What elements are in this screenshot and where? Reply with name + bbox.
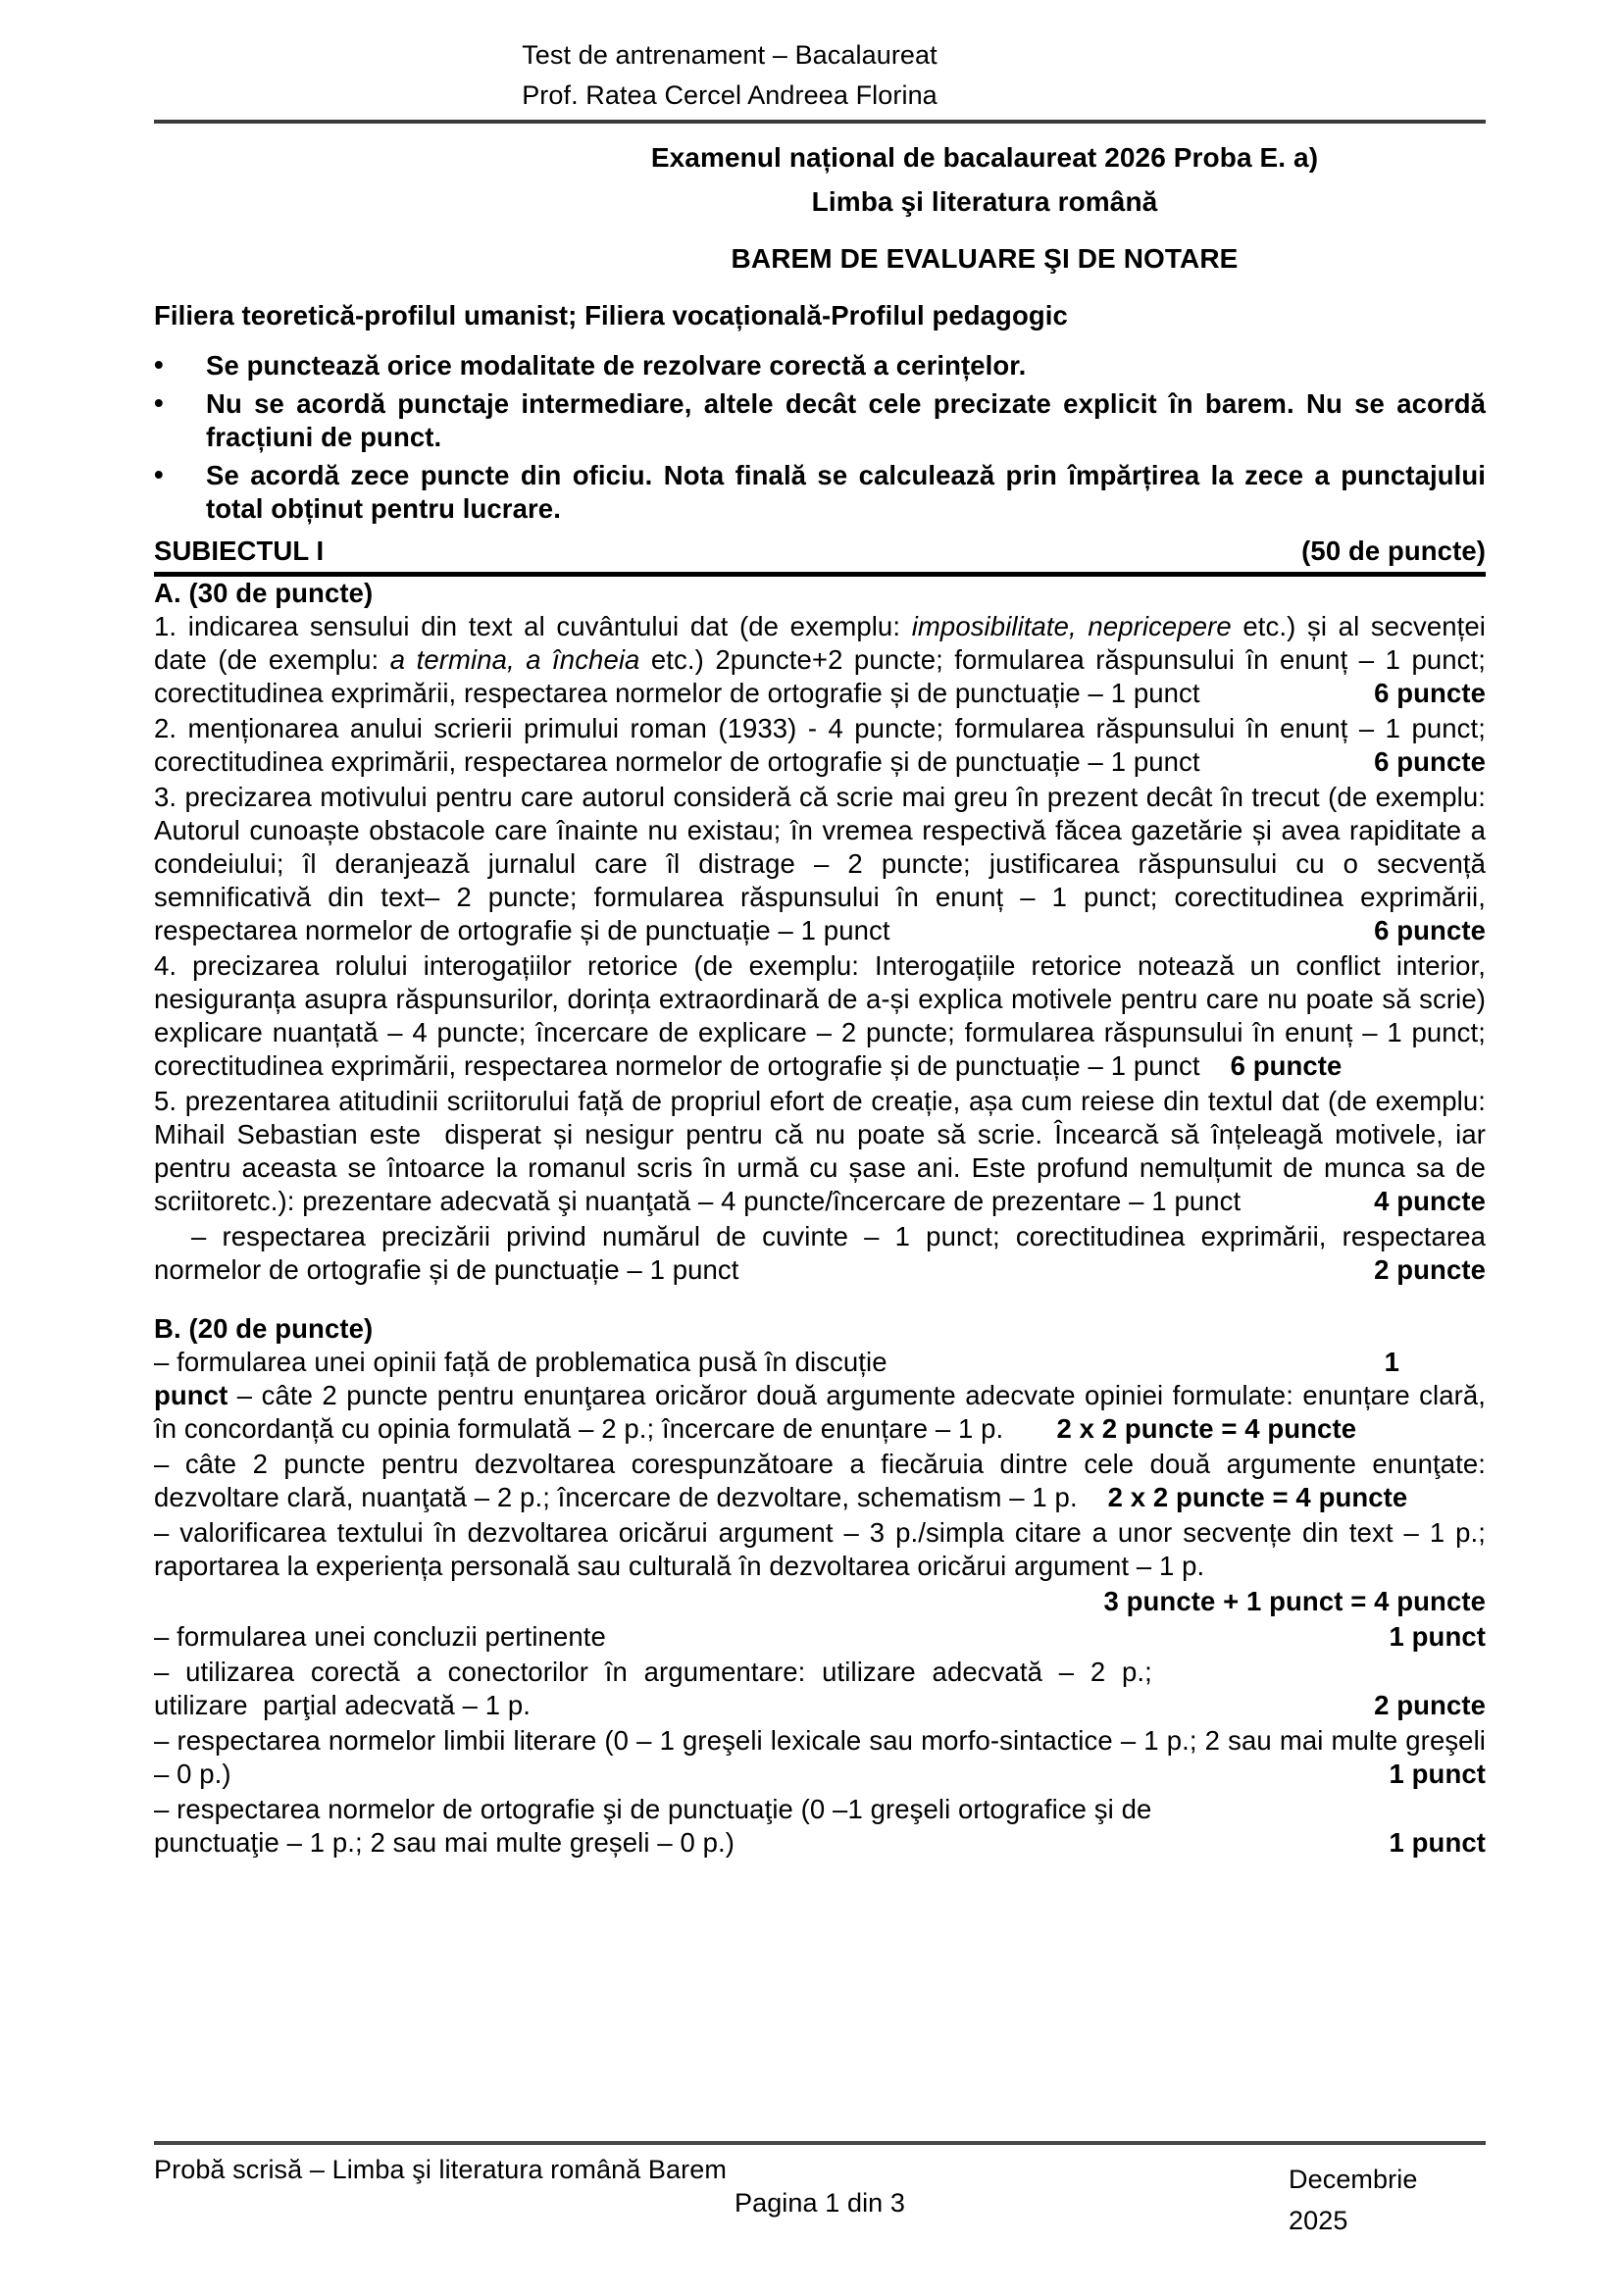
filiera-line: Filiera teoretică-profilul umanist; Filiera vocațională-Profilul pedagogic [154,300,1068,331]
text-segment: 1. indicarea sensului din text al cuvântului dat (de exemplu: [154,611,912,641]
criterion-paragraph [154,1516,1486,1583]
points-value: 2 puncte [1374,1254,1486,1285]
points-value: 6 puncte [1374,746,1486,777]
text-segment: – valorificarea textului în dezvoltarea oricărui argument – 3 p./simpla citare a unor secvențe din text – 1 p.; raportarea la experiența personală sau culturală în dezvoltarea oricărui argument – 1 p. [154,1517,1486,1581]
criterion-paragraph [154,1085,1486,1218]
points-value: 1 punct [1389,1621,1486,1652]
text-segment: 4. precizarea rolului interogațiilor retorice (de exemplu: Interogațiile retorice notează un conflict interior, nesiguranța asupra răspunsurilor, dorința extraordinară de a-și explica motivele pentru care nu poate să scrie) explicare nuanțată – 4 puncte; încercare de explicare – 2 puncte; formularea răspunsului în enunț – 1 punct; corectitudinea exprimării, respectarea normelor de ortografie și de punctuație – 1 punct [154,950,1486,1081]
intro-bullet-list [154,349,1486,526]
barem-title: BAREM DE EVALUARE ŞI DE NOTARE [731,243,1239,274]
criterion-paragraph [154,1656,1486,1722]
text-segment: – formularea unei concluzii pertinente [154,1621,606,1652]
criterion-text: – formularea unei opinii față de problematica pusă în discuție [154,1347,887,1377]
subiect-points: (50 de puncte) [1301,536,1486,566]
bullet-text: Nu se acordă punctaje intermediare, altele decât cele precizate explicit în barem. Nu se acordă fracțiuni de punct. [206,388,1486,452]
example-italic: a termina, a încheia [389,644,640,675]
bullet-text: Se acordă zece puncte din oficiu. Nota finală se calculează prin împărțirea la zece a punctajului total obținut pentru lucrare. [206,460,1486,524]
text-segment: – respectarea normelor de ortografie şi de punctuaţie (0 –1 greşeli ortografice şi de [154,1794,1152,1824]
text-segment: etc.) și al secvenței date (de exemplu: [154,611,1486,675]
header-line-2: Prof. Ratea Cercel Andreea Florina [522,80,938,110]
points-total-line: 3 puncte + 1 punct = 4 puncte [1103,1586,1486,1616]
footer-date [1289,2159,1417,2241]
header-line-1: Test de antrenament – Bacalaureat [522,40,938,70]
points-value: 1 punct [1389,1827,1486,1858]
subiect-label: SUBIECTUL I [154,536,325,566]
bullet-item [154,459,1486,526]
section-b [154,1312,1486,1860]
exam-title: Examenul național de bacalaureat 2026 Proba E. a) [650,142,1319,173]
text-segment: etc.) 2puncte+2 puncte; formularea răspunsului în enunț – 1 punct; corectitudinea exprimării, respectarea normelor de ortografie și de punctuație – 1 punct [154,644,1486,708]
exam-subject: Limba şi literatura română [811,186,1158,217]
footer-left: Probă scrisă – Limba şi literatura română Barem [154,2155,727,2184]
text-segment: – câte 2 puncte pentru dezvoltarea corespunzătoare a fiecăruia dintre cele două argumente enunţate: dezvoltare clară, nuanţată – 2 p.; încercare de dezvoltare, schematism – 1 p. [154,1449,1486,1512]
subiect-row [154,534,1486,577]
text-segment: utilizare parţial adecvată – 1 p. [154,1690,532,1720]
criterion-paragraph [154,781,1486,947]
text-segment: – utilizarea corectă a conectorilor în argumentare: utilizare adecvată – 2 p.; [154,1657,1152,1687]
text-segment: punctuaţie – 1 p.; 2 sau mai multe greșeli – 0 p.) [154,1827,735,1858]
text-segment: – respectarea normelor limbii literare (0 – 1 greşeli lexicale sau morfo-sintactice – 1 p.; 2 sau mai multe greşeli – 0 p.) [154,1725,1486,1789]
footer-date-year: 2025 [1289,2206,1348,2235]
criterion-paragraph [154,610,1486,710]
page-header [154,35,1486,116]
criterion-paragraph [154,1620,1486,1654]
example-italic: imposibilitate, nepricepere [911,611,1232,641]
footer-date-month: Decembrie [1289,2165,1418,2194]
points-value: 1 punct [1389,1759,1486,1789]
criterion-paragraph [154,1724,1486,1791]
bullet-text: Se punctează orice modalitate de rezolvare corectă a cerințelor. [206,350,1027,381]
section-heading: B. (20 de puncte) [154,1313,374,1344]
points-value: 2 puncte [1374,1690,1486,1720]
criterion-paragraph [154,712,1486,779]
points-inline: 2 x 2 puncte = 4 puncte [1077,1482,1408,1512]
points-value: 6 puncte [1374,915,1486,945]
points-value: 1 [1384,1347,1399,1377]
page-footer [154,2141,1486,2235]
footer-page-number: Pagina 1 din 3 [734,2188,906,2218]
text-segment: 5. prezentarea atitudinii scriitorului față de propriul efort de creație, așa cum reiese din textul dat (de exemplu: Mihail Sebastian este disperat și nesigur pentru că nu poate să scrie. Încearcă să înțeleagă motivele, iar pentru aceasta se întoarce la romanul scris în urmă cu șase ani. Este profund nemulțumit de munca sa de scriitoretc.): prezentare adecvată şi nuanţată – 4 puncte/încercare de prezentare – 1 punct [154,1086,1486,1216]
header-divider [154,120,1486,124]
points-inline: punct [154,1380,228,1410]
criterion-paragraph [154,1448,1486,1514]
section-a [154,577,1486,1287]
criterion-paragraph [154,949,1486,1083]
criterion-paragraph [154,1793,1486,1860]
bullet-icon: • [154,387,164,418]
bullet-icon: • [154,459,164,489]
text-segment: 3. precizarea motivului pentru care autorul consideră că scrie mai greu în prezent decât în trecut (de exemplu: Autorul cunoaște obstacole care înainte nu existau; în vremea respectivă făcea gazetărie și avea rapiditate a condeiului; îl deranjează jurnalul care îl distrage – 2 puncte; justificarea răspunsului cu o secvență semnificativă din text– 2 puncte; formularea răspunsului în enunț – 1 punct; corectitudinea exprimării, respectarea normelor de ortografie și de punctuație – 1 punct [154,782,1486,945]
points-value: 6 puncte [1374,678,1486,708]
section-heading: A. (30 de puncte) [154,578,374,608]
bullet-icon: • [154,349,164,380]
points-value: 4 puncte [1374,1186,1486,1216]
text-segment: 2. menționarea anului scrierii primului roman (1933) - 4 puncte; formularea răspunsului în enunț – 1 punct; corectitudinea exprimării, respectarea normelor de ortografie și de punctuație – 1 punct [154,713,1486,777]
criterion-paragraph [154,1220,1486,1287]
text-segment: – respectarea precizării privind numărul de cuvinte – 1 punct; corectitudinea exprimării, respectarea normelor de ortografie și de punctuație – 1 punct [154,1221,1486,1285]
bullet-item [154,387,1486,454]
criterion-paragraph [154,1379,1486,1446]
bullet-item [154,349,1486,383]
text-segment: – câte 2 puncte pentru enunţarea oricăror două argumente adecvate opiniei formulate: enunțare clară, în concordanță cu opinia formulată – 2 p.; încercare de enunțare – 1 p. [154,1380,1486,1444]
points-inline: 2 x 2 puncte = 4 puncte [1003,1413,1357,1444]
points-inline: 6 puncte [1199,1050,1343,1081]
criterion-split-line [154,1346,1486,1379]
